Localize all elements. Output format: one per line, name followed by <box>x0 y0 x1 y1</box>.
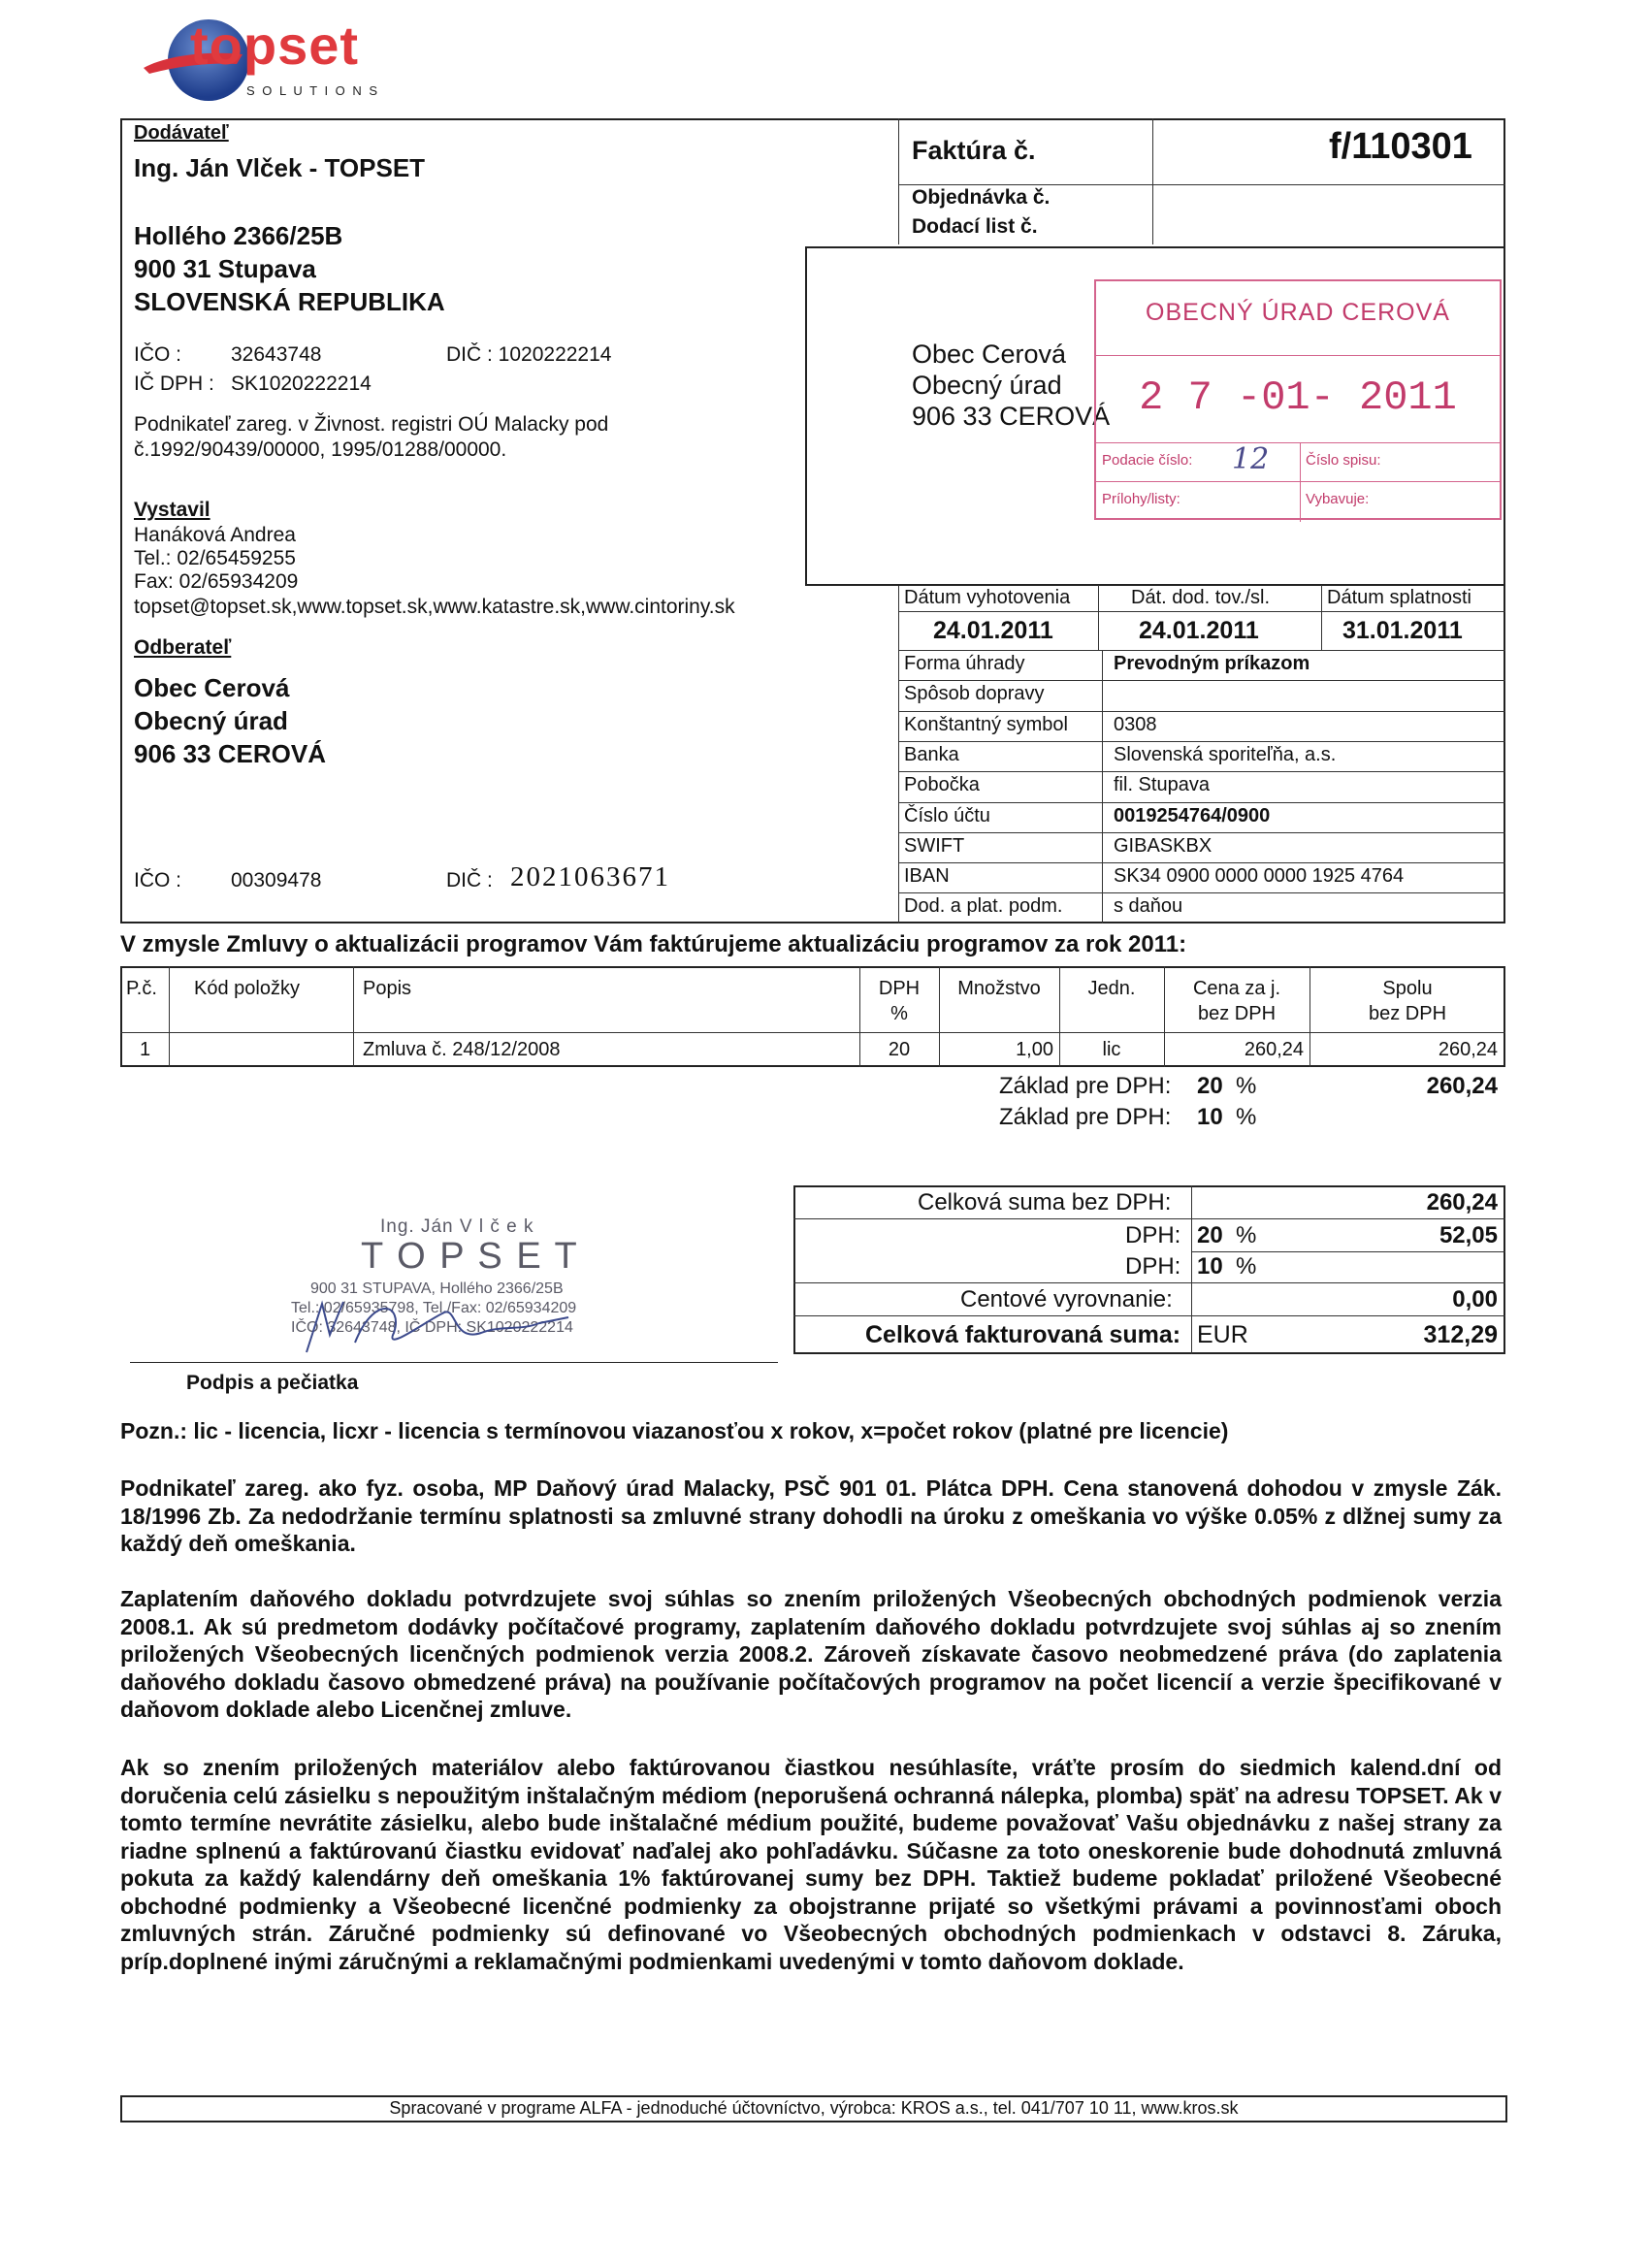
grand-total-value: 312,29 <box>1423 1321 1498 1348</box>
issued-heading: Vystavil <box>134 499 210 521</box>
supplier-dic: DIČ : 1020222214 <box>446 343 612 366</box>
customer-dic-label: DIČ : <box>446 869 493 891</box>
customer-line-3: 906 33 CEROVÁ <box>134 739 326 768</box>
footer-text: Spracované v programe ALFA - jednoduché účtovníctvo, výrobca: KROS a.s., tel. 041/707 10 11, www.kros.sk <box>389 2098 1239 2118</box>
row-unit-price: 260,24 <box>1244 1039 1304 1060</box>
row-description: Zmluva č. 248/12/2008 <box>363 1039 561 1060</box>
invoice-intro: V zmysle Zmluvy o aktualizácii programov Vám faktúrujeme aktualizáciu programov za rok 2011: <box>120 931 1187 957</box>
payment-row-label: Číslo účtu <box>904 804 990 826</box>
vat-base-unit-2: % <box>1236 1104 1257 1130</box>
stamp-title: OBECNÝ ÚRAD CEROVÁ <box>1146 299 1450 326</box>
vat-unit-1: % <box>1236 1222 1257 1248</box>
supplier-country: SLOVENSKÁ REPUBLIKA <box>134 287 445 316</box>
received-stamp <box>1094 279 1502 520</box>
terms-paragraph-1: Podnikateľ zareg. ako fyz. osoba, MP Daňový úrad Malacky, PSČ 901 01. Plátca DPH. Cena stanovená dohodou v zmysle Zák. 18/1996 Zb. Za nedodržanie termínu splatnosti sa zmluvné strany dohodli na úroku z omeškania vo výške 0.05% z dlžnej sumy za každý deň omeškania. <box>120 1475 1502 1556</box>
order-label: Objednávka č. <box>912 186 1051 209</box>
col-header-description: Popis <box>363 978 412 999</box>
supplier-icdph-label: IČ DPH : <box>134 373 214 395</box>
date-issued: 24.01.2011 <box>933 617 1053 644</box>
delivery-note-label: Dodací list č. <box>912 215 1038 238</box>
payment-row-label: Banka <box>904 743 959 765</box>
payment-row-separator <box>898 741 1505 742</box>
signature-label: Podpis a pečiatka <box>186 1372 359 1394</box>
payment-row-label: Dod. a plat. podm. <box>904 895 1063 918</box>
row-quantity: 1,00 <box>1016 1039 1053 1060</box>
supplier-name: Ing. Ján Vlček - TOPSET <box>134 153 426 182</box>
invoice-label: Faktúra č. <box>912 136 1036 165</box>
row-vat: 20 <box>888 1039 911 1060</box>
header-divider <box>898 118 899 244</box>
issued-tel: Tel.: 02/65459255 <box>134 547 296 569</box>
payment-row-value: 0019254764/0900 <box>1114 804 1271 826</box>
issued-fax: Fax: 02/65934209 <box>134 570 299 593</box>
grand-total-label: Celková fakturovaná suma: <box>865 1321 1181 1348</box>
payment-row-separator <box>898 802 1505 803</box>
customer-line-2: Obecný úrad <box>134 706 288 735</box>
supplier-heading: Dodávateľ <box>134 122 229 144</box>
vat-value-1: 52,05 <box>1439 1222 1498 1248</box>
payment-row-separator <box>898 711 1505 712</box>
vat-label-2: DPH: <box>1125 1253 1181 1280</box>
vat-base-rate-2: 10 <box>1197 1104 1223 1130</box>
signature-line <box>130 1362 778 1363</box>
payment-row-label: SWIFT <box>904 834 965 857</box>
vat-base-unit-1: % <box>1236 1073 1257 1099</box>
col-header-total: Spolu <box>1382 978 1433 999</box>
seal-line-5: IČO: 32643748, IČ DPH: SK1020222214 <box>291 1319 573 1336</box>
rounding-value: 0,00 <box>1452 1286 1498 1312</box>
vat-base-value-1: 260,24 <box>1426 1073 1498 1099</box>
vat-base-label-1: Základ pre DPH: <box>999 1073 1172 1099</box>
handwritten-signature-icon <box>287 1275 578 1362</box>
payment-row-value: s daňou <box>1114 895 1183 918</box>
logo-subtitle: S O L U T I O N S <box>246 83 380 98</box>
supplier-city: 900 31 Stupava <box>134 254 316 283</box>
customer-ico: 00309478 <box>231 869 322 891</box>
payment-row-value: SK34 0900 0000 0000 1925 4764 <box>1114 865 1405 888</box>
vat-base-rate-1: 20 <box>1197 1073 1223 1099</box>
stamp-date: 2 7 -01- 2011 <box>1139 374 1457 421</box>
vat-base-label-2: Základ pre DPH: <box>999 1104 1172 1130</box>
vat-rate-2: 10 <box>1197 1253 1223 1280</box>
row-unit: lic <box>1102 1039 1121 1060</box>
supplier-icdph: SK1020222214 <box>231 373 372 395</box>
payment-row-separator <box>898 832 1505 833</box>
payment-row-label: Forma úhrady <box>904 653 1025 674</box>
issued-name: Hanáková Andrea <box>134 524 296 546</box>
col-header-quantity: Množstvo <box>957 978 1041 999</box>
payment-row-separator <box>898 862 1505 863</box>
col-header-unit: Jedn. <box>1087 978 1136 999</box>
stamp-attachments-label: Prílohy/listy: <box>1102 491 1180 507</box>
customer-ico-label: IČO : <box>134 869 182 891</box>
seal-line-1: Ing. Ján V l č e k <box>380 1216 534 1237</box>
vat-label-1: DPH: <box>1125 1222 1181 1248</box>
col-header-vat: DPH <box>878 978 921 999</box>
window-address-1: Obec Cerová <box>912 340 1067 369</box>
terms-paragraph-3: Ak so znením priložených materiálov alebo faktúrovanou čiastkou nesúhlasíte, vráťte prosím do siedmich kalend.dní od doručenia celú zásielku s nepoužitým inštalačným médiom (neporušená ochranná nálepka, plomba) späť na adresu TOPSET. Ak v tomto termíne nevrátite zásielku, alebo bude inštalačné médium použité, budeme považovať Vašu objednávku z našej strany za riadne splnenú a faktúrovanú čiastku evidovať naďalej ako pohľadávku. Súčasne za toto oneskorenie bude dohodnutá zmluvná pokuta za každý kalendárny deň omeškania 1% faktúrovanej sumy bez DPH. Taktiež budeme pokladať priložené Všeobecné obchodné podmienky a Všeobecné licenčné podmienky za obojstranne prijaté so všetkými právami a povinnosťami oboch zmluvných strán. Záručné podmienky sú definované vo Všeobecných obchodných podmienkach v odstavci 8. Záruka, príp.doplnené inými záručnými a reklamačnými podmienkami uvedenými v tomto daňovom doklade. <box>120 1755 1502 1974</box>
payment-row-value: Slovenská sporiteľňa, a.s. <box>1114 743 1337 765</box>
supplier-ico: 32643748 <box>231 343 322 366</box>
payment-row-separator <box>898 680 1505 681</box>
col-header-vat-unit: % <box>890 1003 908 1024</box>
company-seal <box>287 1216 656 1362</box>
topset-logo <box>136 17 427 107</box>
date-delivery-header: Dát. dod. tov./sl. <box>1131 587 1271 608</box>
subtotal-value: 260,24 <box>1426 1189 1498 1215</box>
customer-dic: 2021063671 <box>510 861 670 892</box>
supplier-registration-1: Podnikateľ zareg. v Živnost. registri OÚ Malacky pod <box>134 413 609 436</box>
vat-unit-2: % <box>1236 1253 1257 1280</box>
stamp-reg-number-label: Podacie číslo: <box>1102 452 1193 469</box>
row-total: 260,24 <box>1438 1039 1498 1060</box>
date-issued-header: Dátum vyhotovenia <box>904 587 1071 608</box>
supplier-ico-label: IČO : <box>134 343 182 366</box>
logo-wordmark: topset <box>190 15 359 76</box>
seal-line-3: 900 31 STUPAVA, Hollého 2366/25B <box>310 1280 564 1297</box>
customer-line-1: Obec Cerová <box>134 673 290 702</box>
row-pc: 1 <box>140 1039 151 1060</box>
payment-row-separator <box>898 771 1505 772</box>
stamp-file-number-label: Číslo spisu: <box>1306 452 1381 469</box>
date-delivery: 24.01.2011 <box>1139 617 1259 644</box>
payment-row-label: Spôsob dopravy <box>904 683 1045 705</box>
payment-row-label: Konštantný symbol <box>904 713 1068 735</box>
window-address-2: Obecný úrad <box>912 371 1062 400</box>
seal-line-2: T O P S E T <box>361 1236 579 1277</box>
abbreviation-note: Pozn.: lic - licencia, licxr - licencia s termínovou viazanosťou x rokov, x=počet rokov (platné pre licencie) <box>120 1418 1229 1443</box>
vat-rate-1: 20 <box>1197 1222 1223 1248</box>
rounding-label: Centové vyrovnanie: <box>960 1286 1173 1312</box>
date-due: 31.01.2011 <box>1342 617 1463 644</box>
stamp-handled-by-label: Vybavuje: <box>1306 491 1370 507</box>
issued-web: topset@topset.sk,www.topset.sk,www.katastre.sk,www.cintoriny.sk <box>134 596 735 618</box>
subtotal-label: Celková suma bez DPH: <box>918 1189 1172 1215</box>
payment-row-separator <box>898 892 1505 893</box>
date-due-header: Dátum splatnosti <box>1327 587 1471 608</box>
payment-row-label: Pobočka <box>904 774 980 796</box>
payment-row-value: Prevodným príkazom <box>1114 653 1310 674</box>
payment-row-value: 0308 <box>1114 713 1157 735</box>
customer-heading: Odberateľ <box>134 636 232 659</box>
supplier-registration-2: č.1992/90439/00000, 1995/01288/00000. <box>134 438 507 461</box>
payment-row-value: fil. Stupava <box>1114 774 1210 796</box>
col-header-unit-price: Cena za j. <box>1192 978 1281 999</box>
payment-row-label: IBAN <box>904 865 950 888</box>
col-header-pc: P.č. <box>126 978 157 999</box>
payment-row-value: GIBASKBX <box>1114 834 1212 857</box>
terms-paragraph-2: Zaplatením daňového dokladu potvrdzujete svoj súhlas so znením priložených Všeobecných obchodných podmienok verzia 2008.1. Ak sú predmetom dodávky počítačové programy, zaplatením daňového dokladu potvrdzujete svoj súhlas aj so znením priložených Všeobecných licenčných podmienok verzia 2008.2. Zároveň získavate časovo neobmedzené práva (do zaplatenia daňového dokladu časovo obmedzené práva) na používanie počítačových programov na počet licencií a verzie špecifikované v daňovom doklade alebo Licenčnej zmluve. <box>120 1586 1502 1722</box>
col-header-total-2: bez DPH <box>1368 1003 1447 1024</box>
supplier-street: Hollého 2366/25B <box>134 221 343 250</box>
invoice-number: f/110301 <box>1329 126 1472 167</box>
window-address-3: 906 33 CEROVÁ <box>912 402 1111 431</box>
seal-line-4: Tel.: 02/65935798, Tel./Fax: 02/65934209 <box>291 1300 577 1316</box>
stamp-reg-number: 12 <box>1232 442 1270 476</box>
col-header-code: Kód položky <box>194 978 300 999</box>
currency: EUR <box>1197 1321 1248 1348</box>
col-header-unit-price-2: bez DPH <box>1197 1003 1277 1024</box>
